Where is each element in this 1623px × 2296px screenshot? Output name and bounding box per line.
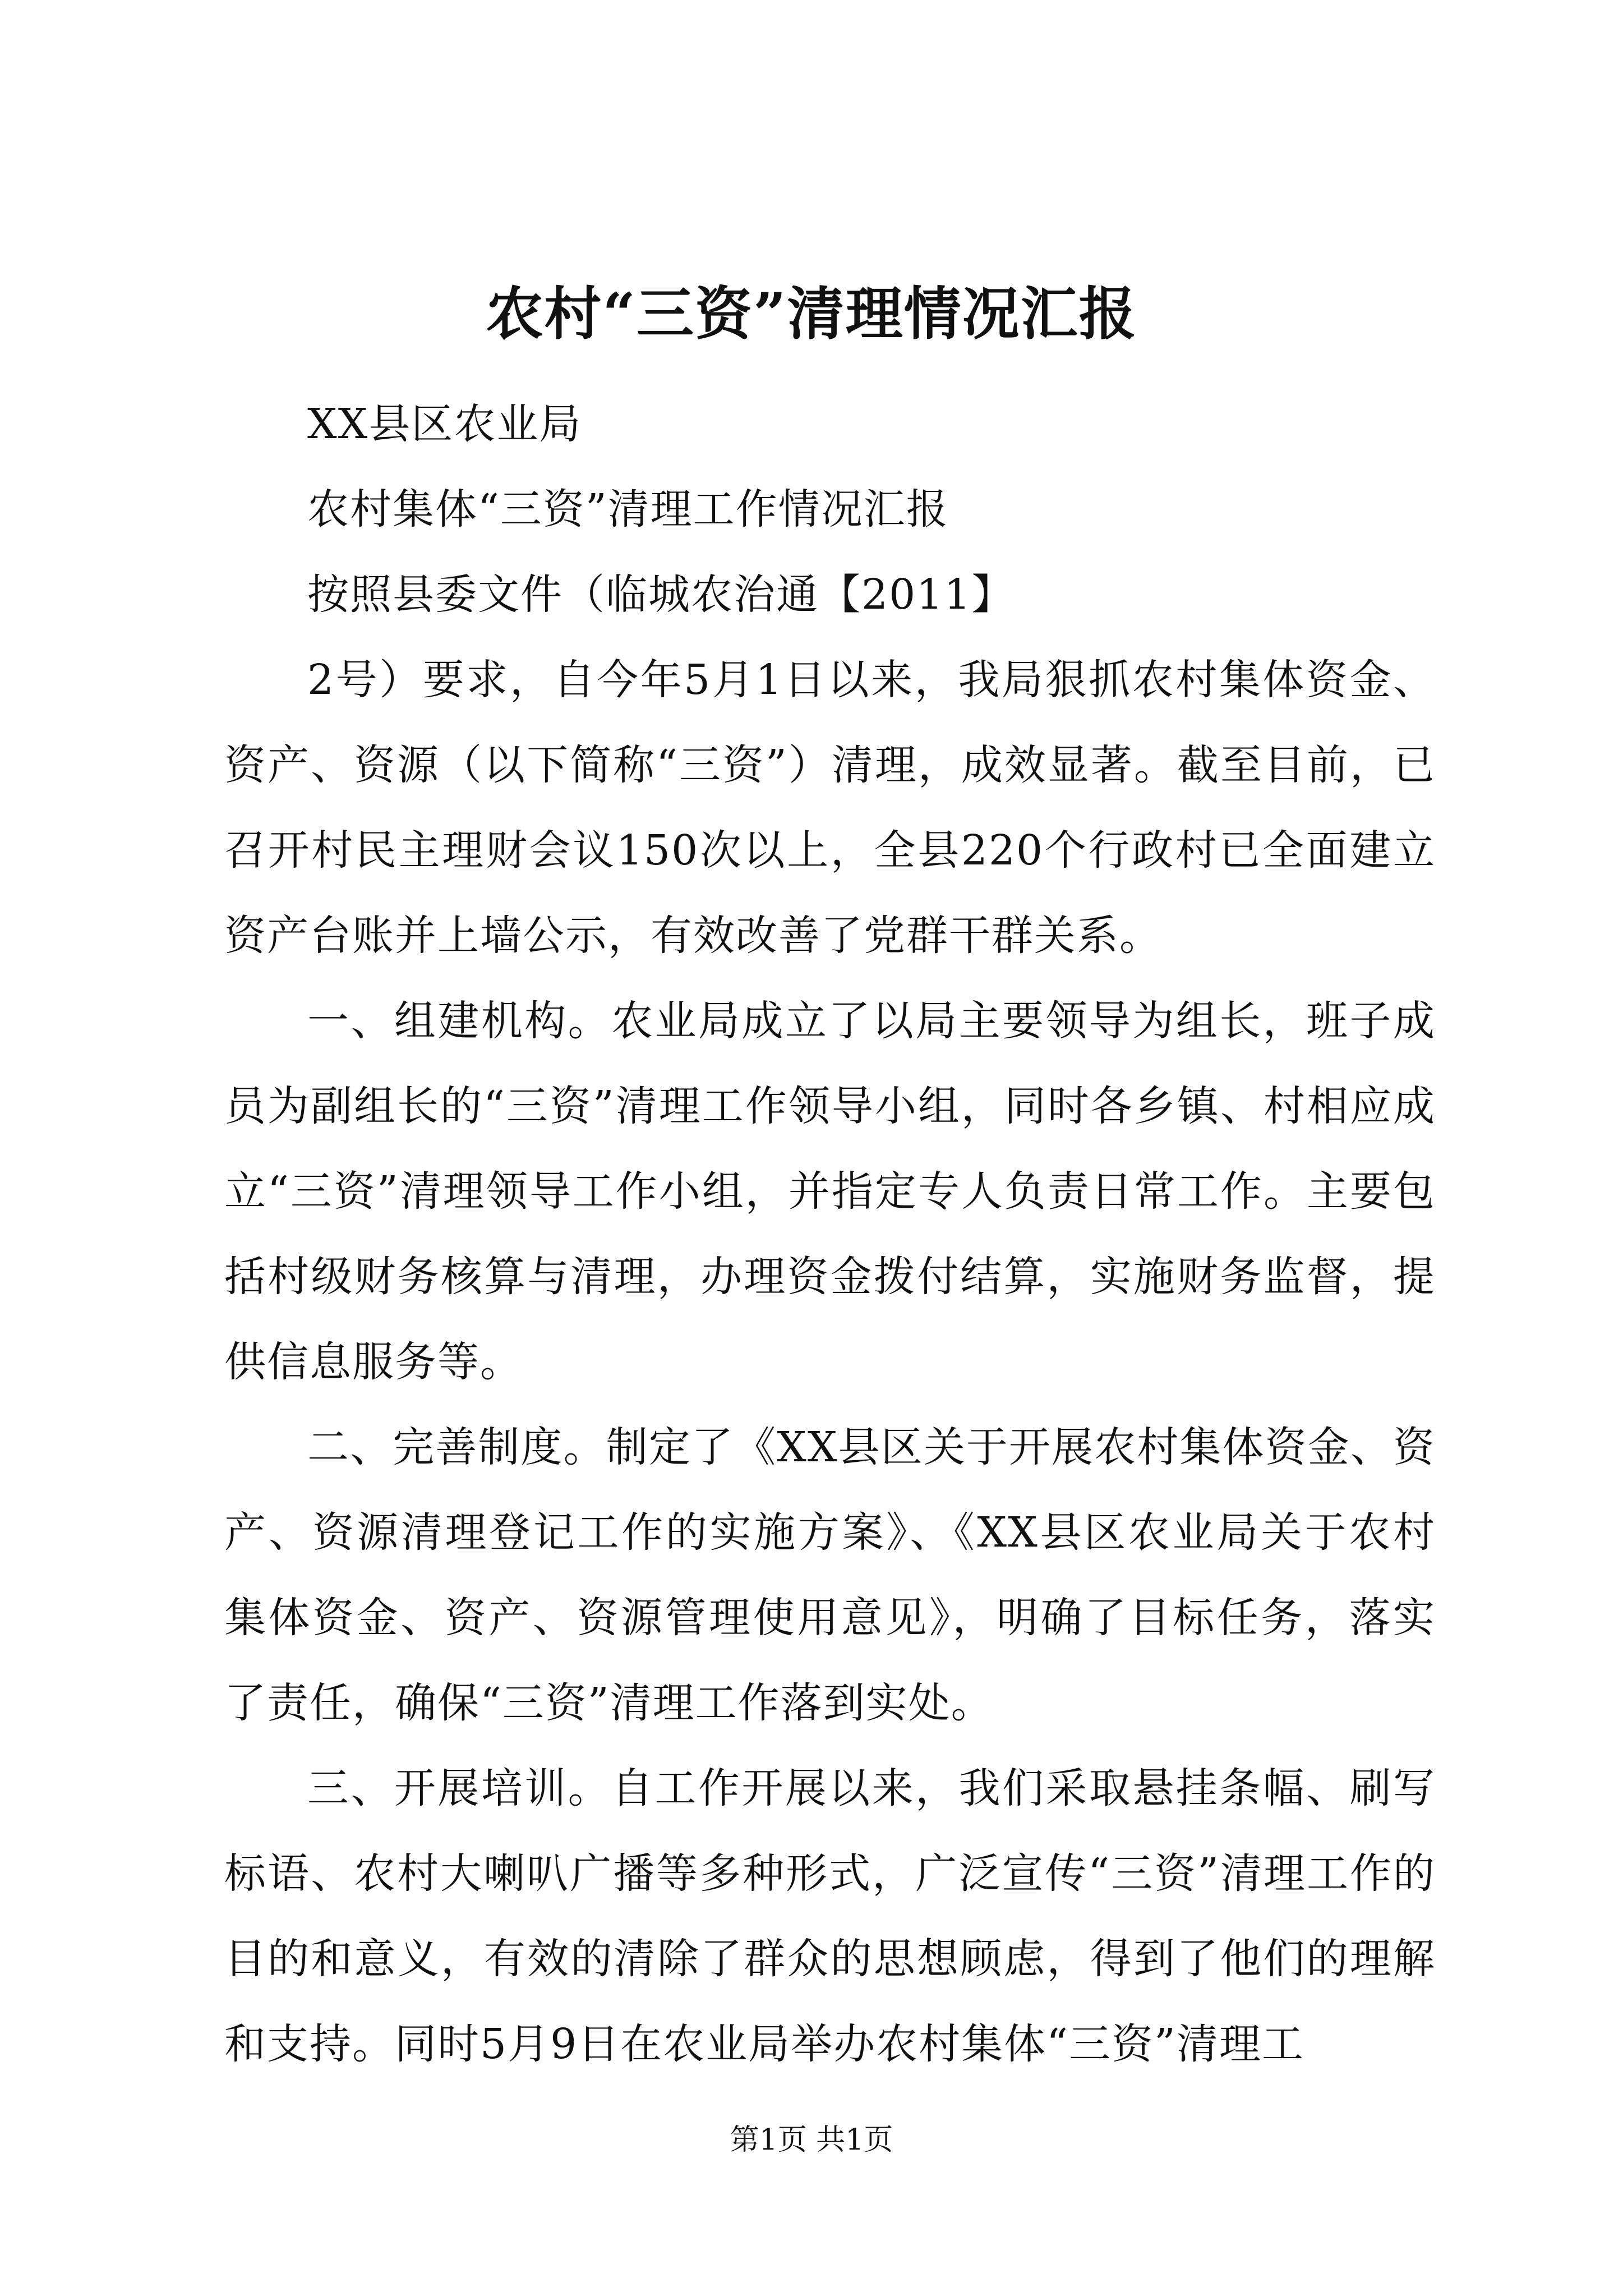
page-footer: 第1页 共1页 (730, 2123, 893, 2157)
document-title: 农村“三资”清理情况汇报 (486, 280, 1137, 348)
document-body (224, 381, 1436, 2087)
paragraph-section-3: 三、开展培训。自工作开展以来，我们采取悬挂条幅、刷写标语、农村大喇叭广播等多种形式，广泛宣传“三资”清理工作的目的和意义，有效的清除了群众的思想顾虑，得到了他们的理解和支持。同时5月9日在农业局举办农村集体“三资”清理工 (224, 1764, 1436, 2068)
paragraph-subtitle: 农村集体“三资”清理工作情况汇报 (307, 485, 949, 533)
paragraph-section-2: 二、完善制度。制定了《XX县区关于开展农村集体资金、资产、资源清理登记工作的实施方案》、《XX县区农业局关于农村集体资金、资产、资源管理使用意见》，明确了目标任务，落实了责任，确保“三资”清理工作落到实处。 (224, 1423, 1436, 1727)
paragraph-intro: 2号）要求，自今年5月1日以来，我局狠抓农村集体资金、资产、资源（以下简称“三资”）清理，成效显著。截至目前，已召开村民主理财会议150次以上，全县220个行政村已全面建立资产台账并上墙公示，有效改善了党群干群关系。 (224, 656, 1436, 960)
paragraph-org: XX县区农业局 (307, 400, 582, 448)
paragraph-section-1: 一、组建机构。农业局成立了以局主要领导为组长，班子成员为副组长的“三资”清理工作领导小组，同时各乡镇、村相应成立“三资”清理领导工作小组，并指定专人负责日常工作。主要包括村级财务核算与清理，办理资金拨付结算，实施财务监督，提供信息服务等。 (224, 997, 1436, 1386)
paragraph-reference: 按照县委文件（临城农治通【2011】 (307, 570, 1015, 619)
